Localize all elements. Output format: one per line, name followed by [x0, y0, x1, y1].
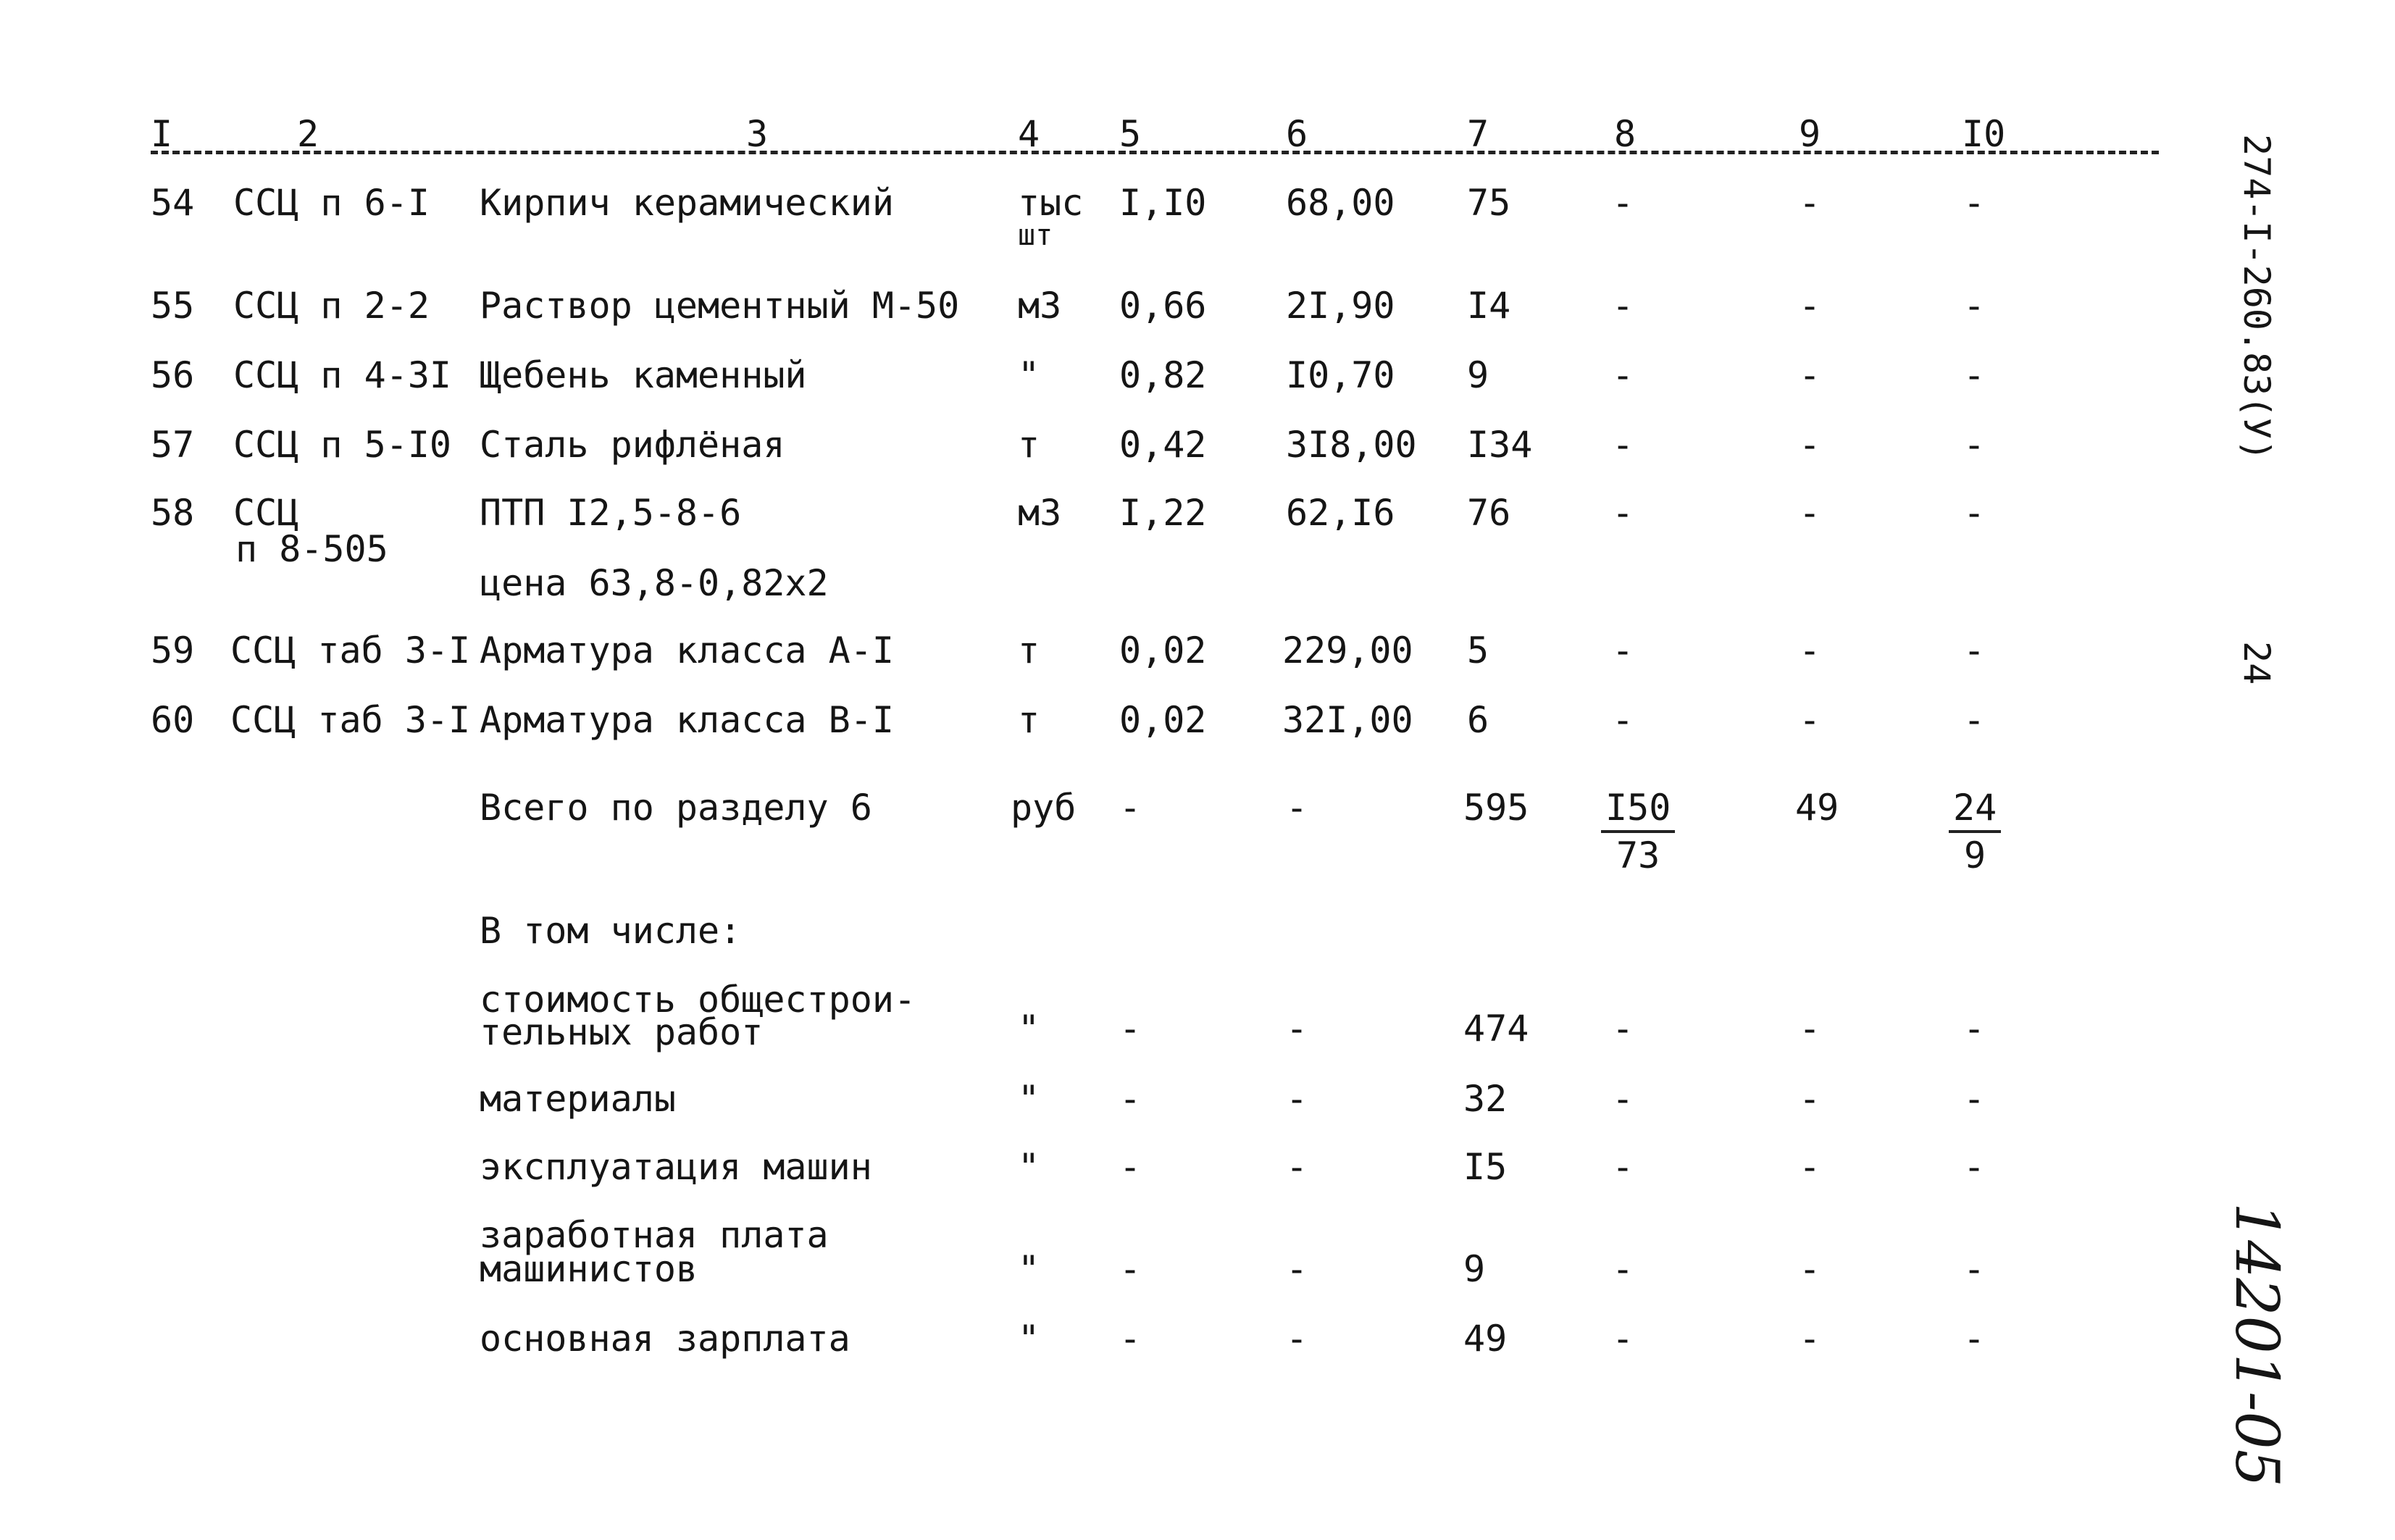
row-number: 60	[151, 699, 195, 741]
breakdown-total: I5	[1463, 1146, 1508, 1188]
col-header-9: 9	[1799, 113, 1821, 155]
breakdown-name: материалы	[480, 1078, 676, 1120]
breakdown-price: -	[1286, 1318, 1308, 1360]
col-header-5: 5	[1119, 113, 1142, 155]
breakdown-name: стоимость общестрои-	[480, 979, 916, 1021]
row-total: I4	[1467, 285, 1511, 327]
row-col9: -	[1799, 182, 1821, 224]
breakdown-price: -	[1286, 1078, 1308, 1120]
row-col10: -	[1963, 285, 1986, 327]
breakdown-col9: -	[1799, 1078, 1821, 1120]
breakdown-col9: -	[1799, 1248, 1821, 1290]
col-header-1: I	[151, 113, 173, 155]
row-number: 58	[151, 492, 195, 534]
breakdown-col8: -	[1612, 1146, 1634, 1188]
row-number: 54	[151, 182, 195, 224]
breakdown-name-line2: тельных работ	[480, 1011, 764, 1053]
row-qty: 0,42	[1119, 424, 1207, 466]
row-code: ССЦ таб 3-I	[230, 699, 471, 741]
row-unit: т	[1018, 424, 1040, 466]
breakdown-col10: -	[1963, 1318, 1986, 1360]
row-qty: I,I0	[1119, 182, 1207, 224]
row-col8: -	[1612, 492, 1634, 534]
row-unit: т	[1018, 699, 1040, 741]
row-number: 55	[151, 285, 195, 327]
col-header-6: 6	[1286, 113, 1308, 155]
row-total: 6	[1467, 699, 1489, 741]
breakdown-price: -	[1286, 1248, 1308, 1290]
row-col10: -	[1963, 182, 1986, 224]
col-header-2: 2	[297, 113, 319, 155]
col-header-4: 4	[1018, 113, 1040, 155]
row-unit: м3	[1018, 285, 1062, 327]
row-name: Арматура класса А-I	[480, 629, 894, 671]
breakdown-total: 32	[1463, 1078, 1508, 1120]
row-price: 2I,90	[1286, 285, 1395, 327]
breakdown-qty: -	[1119, 1008, 1142, 1050]
row-col9: -	[1799, 285, 1821, 327]
row-total: 9	[1467, 354, 1489, 396]
row-col8: -	[1612, 182, 1634, 224]
col-header-7: 7	[1467, 113, 1489, 155]
row-code: ССЦ п 2-2	[233, 285, 430, 327]
row-qty: I,22	[1119, 492, 1207, 534]
breakdown-col9: -	[1799, 1146, 1821, 1188]
total-col9: 49	[1795, 787, 1839, 829]
breakdown-unit: "	[1018, 1318, 1040, 1360]
row-col9: -	[1799, 699, 1821, 741]
total-col10-fraction	[1949, 787, 2001, 876]
fraction-numerator: 24	[1949, 790, 2001, 833]
total-label: Всего по разделу 6	[480, 787, 872, 829]
row-col10: -	[1963, 629, 1986, 671]
row-col8: -	[1612, 424, 1634, 466]
col-header-8: 8	[1614, 113, 1637, 155]
total-qty: -	[1119, 787, 1142, 829]
breakdown-qty: -	[1119, 1318, 1142, 1360]
col-header-3: 3	[746, 113, 769, 155]
breakdown-col8: -	[1612, 1008, 1634, 1050]
breakdown-qty: -	[1119, 1146, 1142, 1188]
margin-page-number: 24	[2236, 641, 2278, 685]
row-code: ССЦ п 6-I	[233, 182, 430, 224]
row-total: I34	[1467, 424, 1533, 466]
row-qty: 0,66	[1119, 285, 1207, 327]
row-col10: -	[1963, 699, 1986, 741]
row-col8: -	[1612, 285, 1634, 327]
margin-document-code: 274-I-260.83(У)	[2236, 134, 2278, 461]
row-name: Раствор цементный М-50	[480, 285, 960, 327]
breakdown-col10: -	[1963, 1248, 1986, 1290]
row-name: Щебень каменный	[480, 354, 807, 396]
row-price: 229,00	[1282, 629, 1413, 671]
row-total: 5	[1467, 629, 1489, 671]
row-col9: -	[1799, 424, 1821, 466]
breakdown-unit: "	[1018, 1146, 1040, 1188]
row-col10: -	[1963, 424, 1986, 466]
row-name: ПТП I2,5-8-6	[480, 492, 742, 534]
row-price: 32I,00	[1282, 699, 1413, 741]
fraction-numerator: I50	[1601, 790, 1675, 833]
total-unit: руб	[1011, 787, 1077, 829]
header-rule	[151, 151, 2159, 154]
row-col9: -	[1799, 354, 1821, 396]
breakdown-col10: -	[1963, 1078, 1986, 1120]
row-name: Кирпич керамический	[480, 182, 894, 224]
row-name: Сталь рифлёная	[480, 424, 785, 466]
row-col8: -	[1612, 354, 1634, 396]
row-name: Арматура класса В-I	[480, 699, 894, 741]
breakdown-total: 9	[1463, 1248, 1486, 1290]
row-number: 59	[151, 629, 195, 671]
fraction-denominator: 9	[1964, 834, 1986, 876]
breakdown-qty: -	[1119, 1078, 1142, 1120]
row-code-line2: п 8-505	[235, 528, 388, 570]
breakdown-price: -	[1286, 1146, 1308, 1188]
row-unit: м3	[1018, 492, 1062, 534]
breakdown-col9: -	[1799, 1318, 1821, 1360]
breakdown-total: 474	[1463, 1008, 1529, 1050]
row-price: 62,I6	[1286, 492, 1395, 534]
margin-inventory-number: 14201-05	[2222, 1202, 2291, 1487]
row-code: ССЦ п 5-I0	[233, 424, 452, 466]
row-unit: т	[1018, 629, 1040, 671]
breakdown-unit: "	[1018, 1248, 1040, 1290]
total-sum: 595	[1463, 787, 1529, 829]
breakdown-qty: -	[1119, 1248, 1142, 1290]
row-number: 57	[151, 424, 195, 466]
col-header-10: I0	[1962, 113, 2006, 155]
row-total: 75	[1467, 182, 1511, 224]
including-label: В том числе:	[480, 910, 742, 952]
breakdown-price: -	[1286, 1008, 1308, 1050]
breakdown-total: 49	[1463, 1318, 1508, 1360]
breakdown-name: основная зарплата	[480, 1318, 850, 1360]
fraction-denominator: 73	[1616, 834, 1660, 876]
row-price: 3I8,00	[1286, 424, 1417, 466]
row-col10: -	[1963, 354, 1986, 396]
row-qty: 0,02	[1119, 699, 1207, 741]
breakdown-col8: -	[1612, 1318, 1634, 1360]
row-number: 56	[151, 354, 195, 396]
breakdown-col9: -	[1799, 1008, 1821, 1050]
breakdown-name-line2: машинистов	[480, 1248, 698, 1290]
row-col8: -	[1612, 629, 1634, 671]
row-name-line2: цена 63,8-0,82х2	[480, 562, 829, 604]
row-code: ССЦ	[233, 492, 299, 534]
breakdown-unit: "	[1018, 1078, 1040, 1120]
row-price: 68,00	[1286, 182, 1395, 224]
breakdown-name: эксплуатация машин	[480, 1146, 872, 1188]
row-code: ССЦ таб 3-I	[230, 629, 471, 671]
row-unit: "	[1018, 354, 1040, 396]
breakdown-col8: -	[1612, 1248, 1634, 1290]
row-col10: -	[1963, 492, 1986, 534]
row-unit: тыс	[1018, 182, 1084, 224]
breakdown-col8: -	[1612, 1078, 1634, 1120]
row-qty: 0,02	[1119, 629, 1207, 671]
row-code: ССЦ п 4-3I	[233, 354, 452, 396]
row-price: I0,70	[1286, 354, 1395, 396]
row-col8: -	[1612, 699, 1634, 741]
total-price: -	[1286, 787, 1308, 829]
breakdown-col10: -	[1963, 1146, 1986, 1188]
row-qty: 0,82	[1119, 354, 1207, 396]
breakdown-unit: "	[1018, 1008, 1040, 1050]
row-total: 76	[1467, 492, 1511, 534]
total-col8-fraction	[1601, 787, 1675, 876]
row-col9: -	[1799, 629, 1821, 671]
breakdown-name: заработная плата	[480, 1214, 829, 1256]
row-unit-line2: шт	[1018, 219, 1053, 252]
row-col9: -	[1799, 492, 1821, 534]
breakdown-col10: -	[1963, 1008, 1986, 1050]
